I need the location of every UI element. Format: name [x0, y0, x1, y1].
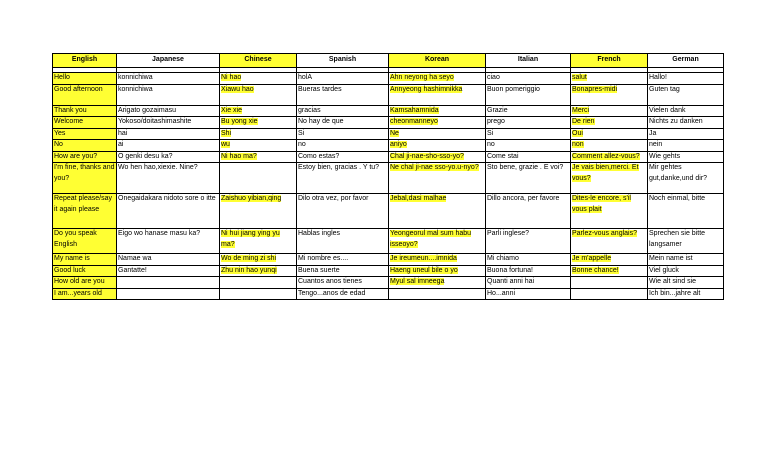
table-cell-japanese	[117, 229, 220, 254]
table-cell-chinese	[220, 194, 297, 229]
cell-text: Kamsahamnida	[390, 106, 439, 114]
table-row	[53, 117, 724, 129]
table-cell-italian	[486, 163, 571, 194]
cell-text: ciao	[487, 74, 500, 81]
table-cell-german	[648, 277, 724, 289]
cell-text: Dites-le encore, s'il vous plait	[572, 195, 631, 213]
cell-text: Ho...anni	[487, 289, 516, 297]
table-cell-french	[571, 128, 648, 140]
table-row	[53, 140, 724, 152]
table-cell-japanese	[117, 117, 220, 129]
table-cell-korean	[389, 163, 486, 194]
cell-text: How are you?	[54, 152, 98, 160]
column-header-korean	[389, 54, 486, 68]
cell-text: O genki desu ka?	[118, 152, 173, 160]
table-cell-korean	[389, 128, 486, 140]
table-cell-english	[53, 194, 117, 229]
cell-text: Je ireumeun....imnida	[390, 255, 457, 262]
cell-text: Wie alt sind sie	[649, 278, 697, 285]
table-row	[53, 194, 724, 229]
table-cell-spanish	[297, 277, 389, 289]
cell-text: Parli inglese?	[487, 230, 530, 237]
cell-text: I am...years old	[54, 289, 102, 297]
table-cell-chinese	[220, 229, 297, 254]
cell-text: Bu yong xie	[221, 118, 258, 125]
table-cell-english	[53, 265, 117, 277]
column-header-spanish	[297, 54, 389, 68]
cell-text: My name is	[54, 255, 90, 262]
table-cell-japanese	[117, 84, 220, 105]
column-header-label: Korean	[424, 56, 450, 64]
table-cell-french	[571, 140, 648, 152]
table-cell-german	[648, 229, 724, 254]
cell-text: Bueras tardes	[298, 85, 342, 93]
table-cell-chinese	[220, 265, 297, 277]
table-row	[53, 254, 724, 266]
cell-text: Namae wa	[118, 255, 152, 262]
cell-text: Mir gehtes gut,danke,und dir?	[649, 164, 707, 182]
table-cell-spanish	[297, 265, 389, 277]
cell-text: Shi	[221, 129, 232, 137]
cell-text: aniyo	[390, 141, 407, 148]
table-cell-japanese	[117, 128, 220, 140]
table-cell-italian	[486, 288, 571, 300]
cell-text: Vielen dank	[649, 106, 686, 114]
table-row	[53, 151, 724, 163]
cell-text: Nichts zu danken	[649, 118, 703, 125]
cell-text: Grazie	[487, 106, 508, 114]
cell-text: Ni hao	[221, 74, 242, 81]
cell-text: gracias	[298, 106, 321, 114]
cell-text: Gantatte!	[118, 266, 147, 274]
table-cell-chinese	[220, 117, 297, 129]
table-cell-english	[53, 84, 117, 105]
cell-text: Merci	[572, 106, 590, 114]
cell-text: Estoy bien, gracias . Y tu?	[298, 164, 380, 171]
table-cell-english	[53, 73, 117, 85]
cell-text: Welcome	[54, 118, 84, 125]
table-cell-chinese	[220, 163, 297, 194]
table-cell-korean	[389, 254, 486, 266]
cell-text: Como estas?	[298, 152, 340, 160]
table-cell-japanese	[117, 265, 220, 277]
table-cell-french	[571, 151, 648, 163]
table-cell-italian	[486, 105, 571, 117]
cell-text: Je vais bien,merci. Et vous?	[572, 164, 639, 182]
cell-text: Yeongeorul mal sum habu isseoyo?	[390, 230, 472, 248]
table-cell-french	[571, 73, 648, 85]
header-row	[53, 54, 724, 68]
column-header-french	[571, 54, 648, 68]
table-cell-japanese	[117, 151, 220, 163]
cell-text: no	[298, 141, 306, 148]
table-cell-italian	[486, 254, 571, 266]
table-cell-chinese	[220, 128, 297, 140]
phrase-table	[52, 53, 724, 300]
table-cell-chinese	[220, 73, 297, 85]
table-row	[53, 128, 724, 140]
table-cell-japanese	[117, 277, 220, 289]
column-header-english	[53, 54, 117, 68]
table-cell-chinese	[220, 151, 297, 163]
cell-text: Repeat please/say it again please	[54, 195, 112, 213]
cell-text: Ne chal ji-nae sso-yo.u-nyo?	[390, 164, 479, 171]
table-cell-korean	[389, 151, 486, 163]
table-cell-french	[571, 229, 648, 254]
cell-text: Mi nombre es....	[298, 255, 349, 262]
cell-text: nein	[649, 141, 663, 148]
cell-text: Bonapres-midi	[572, 85, 618, 93]
table-row	[53, 277, 724, 289]
cell-text: Ne	[390, 129, 399, 137]
table-cell-italian	[486, 229, 571, 254]
column-header-label: English	[71, 56, 98, 64]
cell-text: Wie gehts	[649, 152, 681, 160]
table-cell-italian	[486, 194, 571, 229]
column-header-label: German	[672, 56, 699, 64]
column-header-label: Italian	[517, 56, 539, 64]
cell-text: Hello	[54, 74, 70, 81]
table-cell-japanese	[117, 163, 220, 194]
cell-text: prego	[487, 118, 505, 125]
table-cell-japanese	[117, 140, 220, 152]
table-cell-german	[648, 254, 724, 266]
table-cell-chinese	[220, 277, 297, 289]
cell-text: Buena suerte	[298, 266, 340, 274]
table-cell-korean	[389, 265, 486, 277]
table-cell-german	[648, 265, 724, 277]
cell-text: Good afternoon	[54, 85, 103, 93]
table-cell-chinese	[220, 105, 297, 117]
cell-text: Wo de ming zi shi	[221, 255, 277, 262]
cell-text: hai	[118, 129, 128, 137]
cell-text: No hay de que	[298, 118, 344, 125]
table-cell-french	[571, 254, 648, 266]
table-cell-french	[571, 84, 648, 105]
cell-text: Yokoso/doitashimashite	[118, 118, 192, 125]
table-cell-italian	[486, 73, 571, 85]
table-cell-spanish	[297, 117, 389, 129]
cell-text: Thank you	[54, 106, 87, 114]
cell-text: Eigo wo hanase masu ka?	[118, 230, 201, 237]
table-cell-german	[648, 163, 724, 194]
table-cell-german	[648, 84, 724, 105]
cell-text: Si	[298, 129, 305, 137]
cell-text: wu	[221, 141, 230, 148]
table-cell-english	[53, 229, 117, 254]
table-cell-japanese	[117, 254, 220, 266]
cell-text: No	[54, 141, 63, 148]
table-cell-spanish	[297, 163, 389, 194]
cell-text: Guten tag	[649, 85, 680, 93]
table-row	[53, 229, 724, 254]
cell-text: Chal ji-nae-sho-sso-yo?	[390, 152, 464, 160]
cell-text: Zaishuo yibian,qing	[221, 195, 282, 202]
table-cell-korean	[389, 84, 486, 105]
cell-text: How old are you	[54, 278, 105, 285]
cell-text: Hallo!	[649, 74, 667, 81]
cell-text: holA	[298, 74, 313, 81]
cell-text: Ja	[649, 129, 657, 137]
table-cell-italian	[486, 84, 571, 105]
table-cell-english	[53, 117, 117, 129]
table-cell-french	[571, 265, 648, 277]
table-body	[53, 68, 724, 300]
table-cell-french	[571, 288, 648, 300]
cell-text: Ni hao ma?	[221, 152, 257, 160]
cell-text: no	[487, 141, 495, 148]
table-cell-french	[571, 194, 648, 229]
cell-text: Dillo ancora, per favore	[487, 195, 560, 202]
table-cell-english	[53, 288, 117, 300]
cell-text: Mein name ist	[649, 255, 693, 262]
cell-text: Arigato gozaimasu	[118, 106, 176, 114]
cell-text: Haeng uneul bile o yo	[390, 266, 458, 274]
table-cell-spanish	[297, 128, 389, 140]
table-cell-english	[53, 140, 117, 152]
table-cell-english	[53, 105, 117, 117]
table-cell-japanese	[117, 288, 220, 300]
table-cell-italian	[486, 140, 571, 152]
table-cell-spanish	[297, 194, 389, 229]
table-cell-chinese	[220, 288, 297, 300]
table-cell-german	[648, 128, 724, 140]
table-cell-korean	[389, 117, 486, 129]
cell-text: Onegaidakara nidoto sore o itte	[118, 195, 216, 202]
cell-text: Zhu nin hao yunqi	[221, 266, 277, 274]
cell-text: I'm fine, thanks and you?	[54, 164, 115, 182]
cell-text: Ni hui jiang ying yu ma?	[221, 230, 280, 248]
cell-text: konnichiwa	[118, 74, 153, 81]
table-cell-english	[53, 277, 117, 289]
table-row	[53, 265, 724, 277]
cell-text: cheonmanneyo	[390, 118, 438, 125]
cell-text: Xie xie	[221, 106, 243, 114]
cell-text: Come stai	[487, 152, 519, 160]
table-cell-german	[648, 105, 724, 117]
column-header-german	[648, 54, 724, 68]
cell-text: Bonne chance!	[572, 266, 619, 274]
cell-text: Sprechen sie bitte langsamer	[649, 230, 706, 248]
cell-text: Tengo...anos de edad	[298, 289, 366, 297]
cell-text: salut	[572, 74, 587, 81]
cell-text: Noch einmal, bitte	[649, 195, 706, 202]
table-cell-italian	[486, 128, 571, 140]
table-cell-italian	[486, 151, 571, 163]
table-cell-korean	[389, 73, 486, 85]
table-cell-korean	[389, 229, 486, 254]
cell-text: Ich bin...jahre alt	[649, 289, 701, 297]
cell-text: De rien	[572, 118, 595, 125]
cell-text: Cuantos anos tienes	[298, 278, 362, 285]
cell-text: Myul sal imneega	[390, 278, 445, 285]
cell-text: Ahn neyong ha seyo	[390, 74, 454, 81]
cell-text: Sto bene, grazie . E voi?	[487, 164, 564, 171]
cell-text: Je m'appelle	[572, 255, 612, 262]
table-row	[53, 105, 724, 117]
table-cell-english	[53, 254, 117, 266]
table-cell-spanish	[297, 84, 389, 105]
table-cell-italian	[486, 265, 571, 277]
column-header-label: Spanish	[328, 56, 357, 64]
table-cell-french	[571, 277, 648, 289]
table-row	[53, 73, 724, 85]
cell-text: Comment allez-vous?	[572, 152, 640, 160]
table-cell-korean	[389, 194, 486, 229]
table-cell-korean	[389, 105, 486, 117]
table-cell-italian	[486, 117, 571, 129]
column-header-japanese	[117, 54, 220, 68]
cell-text: Do you speak English	[54, 230, 97, 248]
table-cell-korean	[389, 288, 486, 300]
cell-text: Oui	[572, 129, 583, 137]
table-cell-spanish	[297, 288, 389, 300]
table-row	[53, 163, 724, 194]
table-cell-spanish	[297, 73, 389, 85]
table-cell-german	[648, 140, 724, 152]
column-header-label: French	[597, 56, 621, 64]
cell-text: Si	[487, 129, 494, 137]
table-row	[53, 288, 724, 300]
table-cell-english	[53, 128, 117, 140]
table-cell-chinese	[220, 254, 297, 266]
table-cell-chinese	[220, 84, 297, 105]
table-cell-chinese	[220, 140, 297, 152]
table-cell-german	[648, 194, 724, 229]
cell-text: Buon pomeriggio	[487, 85, 540, 93]
cell-text: Jebal,dasi malhae	[390, 195, 447, 202]
cell-text: konnichiwa	[118, 85, 153, 93]
column-header-chinese	[220, 54, 297, 68]
column-header-italian	[486, 54, 571, 68]
cell-text: Quanti anni hai	[487, 278, 535, 285]
table-cell-korean	[389, 140, 486, 152]
table-cell-spanish	[297, 229, 389, 254]
table-row	[53, 84, 724, 105]
cell-text: Viel gluck	[649, 266, 679, 274]
cell-text: Parlez-vous anglais?	[572, 230, 637, 237]
table-cell-german	[648, 288, 724, 300]
column-header-label: Chinese	[244, 56, 272, 64]
cell-text: Buona fortuna!	[487, 266, 533, 274]
cell-text: Annyeong hashimnikka	[390, 85, 463, 93]
table-cell-korean	[389, 277, 486, 289]
cell-text: Yes	[54, 129, 66, 137]
table-cell-german	[648, 151, 724, 163]
table-cell-french	[571, 105, 648, 117]
cell-text: non	[572, 141, 584, 148]
table-cell-italian	[486, 277, 571, 289]
table-cell-spanish	[297, 105, 389, 117]
cell-text: Dilo otra vez, por favor	[298, 195, 369, 202]
table-cell-german	[648, 73, 724, 85]
cell-text: Hablas ingles	[298, 230, 341, 237]
cell-text: Mi chiamo	[487, 255, 519, 262]
table-cell-english	[53, 163, 117, 194]
cell-text: ai	[118, 141, 124, 148]
column-header-label: Japanese	[152, 56, 184, 64]
table-cell-french	[571, 163, 648, 194]
cell-text: Good luck	[54, 266, 86, 274]
table-cell-spanish	[297, 254, 389, 266]
table-cell-english	[53, 151, 117, 163]
cell-text: Xiawu hao	[221, 85, 254, 93]
cell-text: Wo hen hao,xiexie. Nine?	[118, 164, 198, 171]
table-cell-spanish	[297, 140, 389, 152]
table-cell-japanese	[117, 73, 220, 85]
table-cell-spanish	[297, 151, 389, 163]
table-cell-french	[571, 117, 648, 129]
table-cell-japanese	[117, 194, 220, 229]
table-cell-japanese	[117, 105, 220, 117]
table-cell-german	[648, 117, 724, 129]
